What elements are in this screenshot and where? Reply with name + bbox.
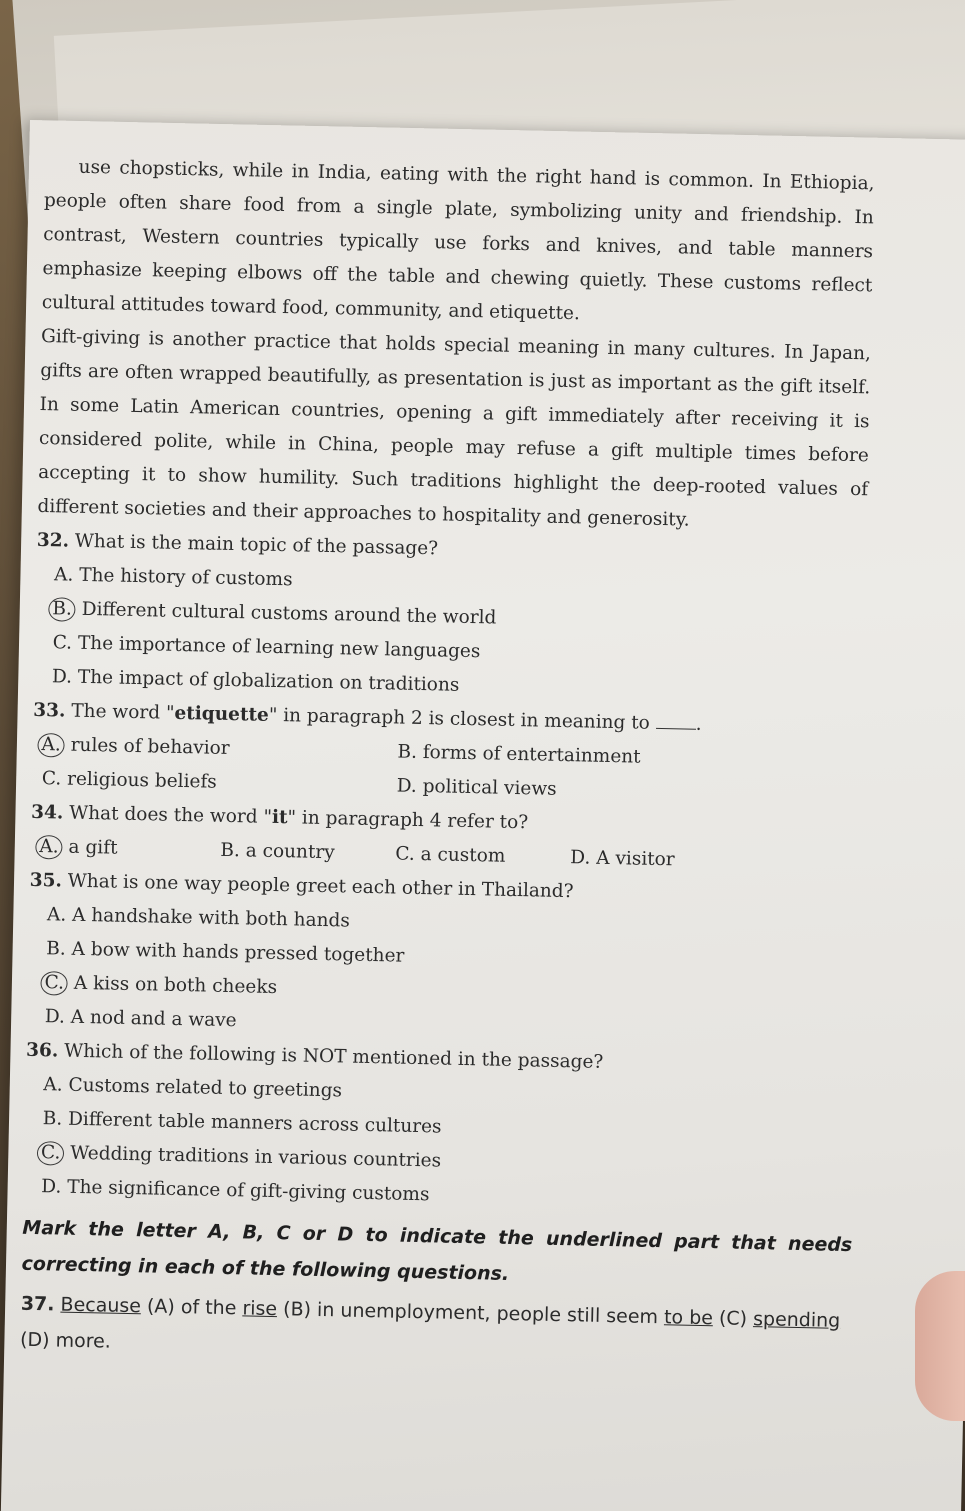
underlined-part-b: rise xyxy=(242,1297,278,1321)
option-a: A. The history of customs xyxy=(53,564,293,591)
option-text: A kiss on both cheeks xyxy=(73,972,278,999)
option-d: D. A visitor xyxy=(570,847,675,871)
underlined-part-a: Because xyxy=(60,1293,142,1318)
question-33: 33. The word "etiquette" in paragraph 2 is closest in meaning to . A. rules of behavior B. forms of entertainment C. religious beliefs D. political views xyxy=(31,694,863,813)
option-b: B. forms of entertainment xyxy=(397,741,641,768)
section-instruction: Mark the letter A, B, C or D to indicate the underlined part that needs correcting in each of the following questions. xyxy=(21,1216,853,1285)
option-text: Different cultural customs around the world xyxy=(81,598,497,629)
underlined-part-c: to be xyxy=(663,1306,714,1330)
target-word: etiquette xyxy=(174,702,270,726)
question-32 xyxy=(34,524,867,711)
underlined-part-d: spending xyxy=(752,1308,841,1332)
target-word: it xyxy=(271,806,288,829)
option-d: D. political views xyxy=(396,775,557,800)
question-34: 34. What does the word "it" in paragraph 4 refer to? A. a gift B. a country C. a custom D. A visitor xyxy=(30,796,861,881)
option-d: D. The impact of globalization on traditions xyxy=(51,666,460,696)
question-number: 32. xyxy=(36,529,70,552)
option-a: A. Customs related to greetings xyxy=(43,1074,343,1102)
selected-answer-circle: A. xyxy=(35,835,63,860)
option-c: C. a custom xyxy=(395,843,506,867)
option-d: D. A nod and a wave xyxy=(44,1006,237,1032)
selected-answer-circle: A. xyxy=(37,733,65,758)
option-b: B. A bow with hands pressed together xyxy=(46,938,405,967)
question-text: What is one way people greet each other in Thailand? xyxy=(67,870,574,903)
question-number: 34. xyxy=(30,801,64,824)
answer-blank xyxy=(656,714,696,730)
finger-holding-paper xyxy=(915,1271,965,1421)
passage-paragraph-table-manners: use chopsticks, while in India, eating with the right hand is common. In Ethiopia, people often share food from a single plate, symbolizing unity and friendship. In contrast, Western countries typically use forks and knives, and table manners emphasize keeping elbows off the table and chewing quietly. These customs reflect cultural attitudes toward food, community, and etiquette. xyxy=(41,156,875,325)
question-number: 37. xyxy=(20,1292,55,1316)
question-text: What is the main topic of the passage? xyxy=(74,530,439,560)
option-a: A. rules of behavior xyxy=(42,728,398,769)
question-number: 35. xyxy=(29,869,63,892)
option-a: A. a gift xyxy=(40,830,221,868)
question-36 xyxy=(23,1034,856,1221)
option-b: B. a country xyxy=(220,839,335,864)
selected-answer-circle: C. xyxy=(37,1141,65,1166)
option-a: A. A handshake with both hands xyxy=(46,904,351,932)
question-37: 37. Because (A) of the rise (B) in unemployment, people still seem to be (C) spending (D) more. xyxy=(19,1292,841,1353)
option-c: C. The importance of learning new languages xyxy=(52,632,481,663)
worksheet-content xyxy=(20,150,875,1375)
question-number: 36. xyxy=(25,1039,59,1062)
selected-answer-circle: B. xyxy=(48,597,76,622)
question-35 xyxy=(26,864,859,1051)
option-c: C. religious beliefs xyxy=(41,768,218,793)
option-b: B. Different table manners across cultures xyxy=(42,1108,442,1138)
passage-paragraph-gift-giving: Gift-giving is another practice that holds special meaning in many cultures. In Japan, gifts are often wrapped beautifully, as presentation is just as important as the gift itself. In some Latin American countries, opening a gift immediately after receiving it is considered polite, while in China, people may refuse a gift multiple times before accepting it to show humility. Such traditions highlight the deep-rooted values of different societies and their approaches to hospitality and generosity. xyxy=(37,325,872,531)
question-text: Which of the following is NOT mentioned in the passage? xyxy=(63,1040,604,1073)
selected-answer-circle: C. xyxy=(40,971,68,996)
option-d: D. The significance of gift-giving customs xyxy=(41,1176,430,1206)
question-number: 33. xyxy=(33,699,66,722)
option-text: Wedding traditions in various countries xyxy=(70,1142,442,1172)
